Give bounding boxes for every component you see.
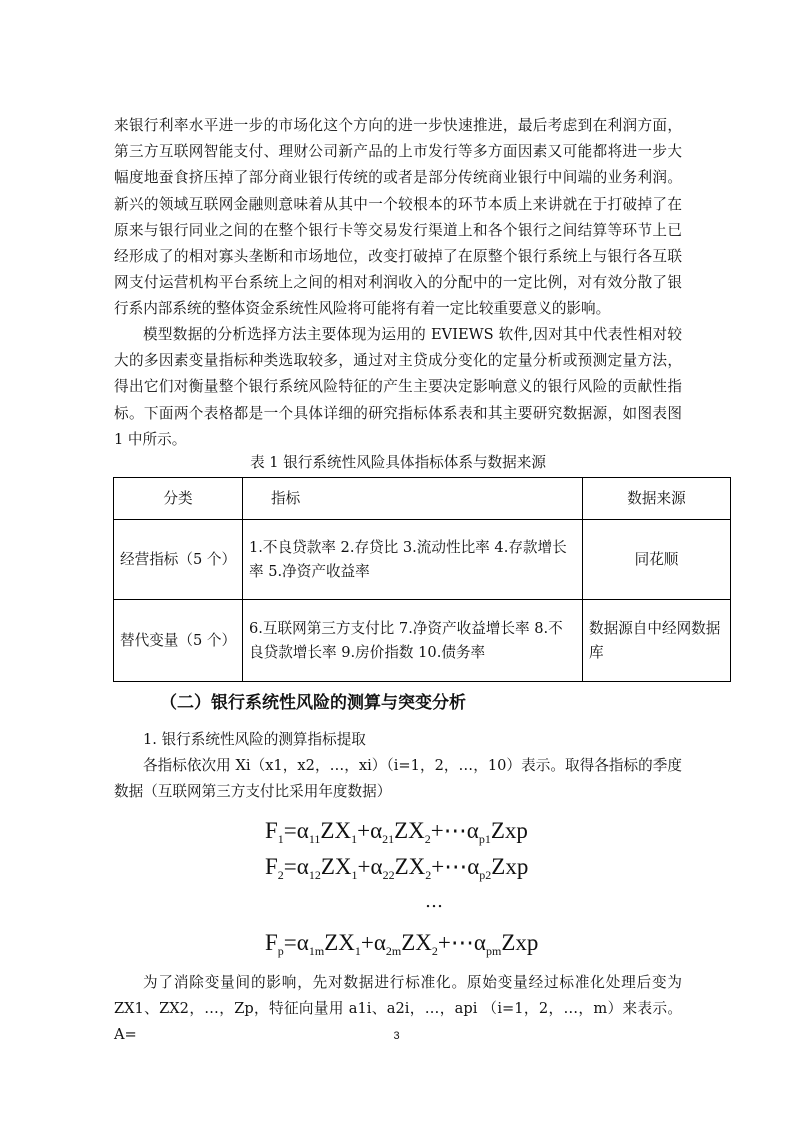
formula-f1: $F_1=\alpha_{11}ZX_1+\alpha_{21}ZX_2+\cdots\alpha_{p1}Zxp$ — [265, 818, 528, 846]
table-row — [114, 600, 731, 682]
table-caption: 表 1 银行系统性风险具体指标体系与数据来源 — [250, 454, 546, 471]
table-row — [114, 520, 731, 600]
formula-fp: $F_p=\alpha_{1m}ZX_1+\alpha_{2m}ZX_2+\cdots\alpha_{pm}Zxp$ — [265, 930, 539, 958]
paragraph-4: 各指标依次用 Xi（x1，x2，…，xi）（i=1，2，…，10）表示。取得各指标的季度数据（互联网第三方支付比采用年度数据） — [114, 757, 682, 801]
header-source: 数据来源 — [583, 478, 731, 520]
paragraph-1: 来银行利率水平进一步的市场化这个方向的进一步快速推进，最后考虑到在利润方面，第三方互联网智能支付、理财公司新产品的上市发行等多方面因素又可能都将进一步大幅度地蚕食挤压掉了部分商业银行传统的或者是部分传统商业银行中间端的业务利润。新兴的领域互联网金融则意味着从其中一个较根本的环节本质上来讲就在于打破掉了在原来与银行同业之间的在整个银行卡等交易发行渠道上和各个银行之间结算等环节上已经形成了的相对寡头垄断和市场地位，改变打破掉了在原整个银行系统上与银行各互联网支付运营机构平台系统上之间的相对利润收入的分配中的一定比例，对有效分散了银行系内部系统的整体资金系统性风险将可能将有着一定比较重要意义的影响。 — [114, 117, 682, 318]
paragraph-3: 1. 银行系统性风险的测算指标提取 — [143, 731, 366, 748]
page-number: 3 — [393, 1030, 400, 1042]
row-source: 数据源自中经网数据库 — [583, 600, 731, 682]
table-header-row — [114, 478, 731, 520]
paragraph-5: 为了消除变量间的影响，先对数据进行标准化。原始变量经过标准化处理后变为 ZX1、ZX2，…，Zp，特征向量用 a1i、a2i，…，api （i=1，2，…，m）来表示。A= — [114, 974, 682, 1044]
header-indicator: 指标 — [243, 478, 583, 520]
row-indicators: 1.不良贷款率 2.存贷比 3.流动性比率 4.存款增长率 5.净资产收益率 — [243, 520, 583, 600]
paragraph-2: 模型数据的分析选择方法主要体现为运用的 EVIEWS 软件,因对其中代表性相对较大的多因素变量指标种类选取较多，通过对主贷成分变化的定量分析或预测定量方法，得出它们对衡量整个银行系统风险特征的产生主要决定影响意义的银行风险的贡献性指标。下面两个表格都是一个具体详细的研究指标体系表和其主要研究数据源，如图表图 1 中所示。 — [114, 326, 682, 448]
indicator-table — [113, 477, 731, 682]
section-heading: （二）银行系统性风险的测算与突变分析 — [160, 693, 466, 713]
row-category: 替代变量（5 个） — [114, 600, 243, 682]
row-category: 经营指标（5 个） — [114, 520, 243, 600]
header-category: 分类 — [114, 478, 243, 520]
row-source: 同花顺 — [583, 520, 731, 600]
formula-ellipsis: … — [425, 891, 443, 912]
row-indicators: 6.互联网第三方支付比 7.净资产收益增长率 8.不良贷款增长率 9.房价指数 10.债务率 — [243, 600, 583, 682]
formula-f2: $F_2=\alpha_{12}ZX_1+\alpha_{22}ZX_2+\cdots\alpha_{p2}Zxp$ — [265, 854, 529, 882]
